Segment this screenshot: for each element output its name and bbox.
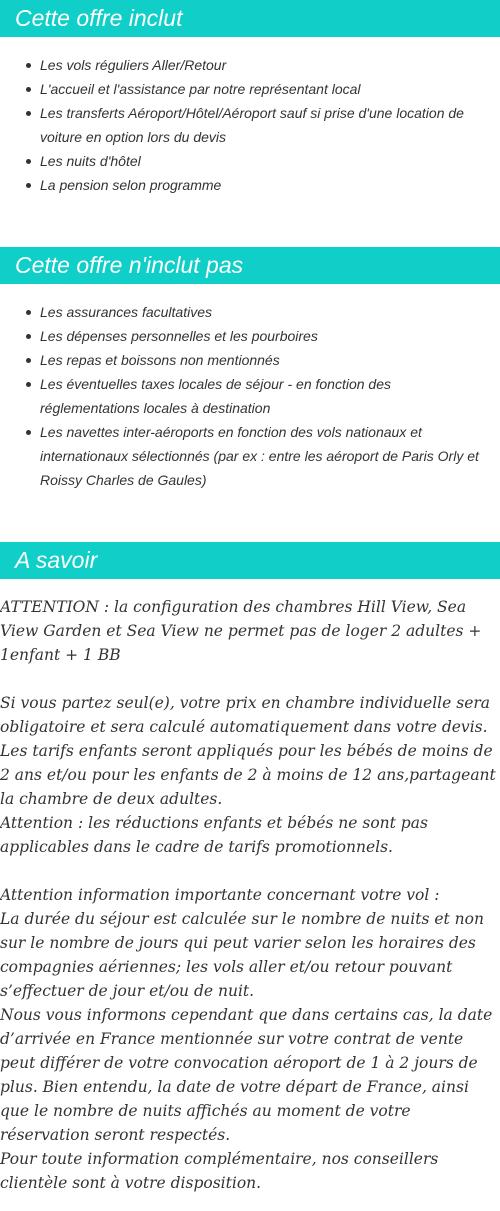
list-item: La pension selon programme xyxy=(40,173,500,197)
contact-note: Pour toute information complémentaire, nos conseillers clientèle sont à votre disposition. xyxy=(0,1150,439,1192)
a-savoir-title: A savoir xyxy=(0,542,500,579)
promo-rates-note: Attention : les réductions enfants et bébés ne sont pas applicables dans le cadre de tarifs promotionnels. xyxy=(0,814,428,856)
includes-title: Cette offre inclut xyxy=(0,0,500,37)
list-item: Les repas et boissons non mentionnés xyxy=(40,348,500,372)
list-item: Les nuits d'hôtel xyxy=(40,149,500,173)
excludes-section xyxy=(0,247,500,492)
flight-info-heading: Attention information importante concernant votre vol : xyxy=(0,886,440,904)
arrival-date-note: Nous vous informons cependant que dans certains cas, la date d’arrivée en France mentionnée sur votre contrat de vente peut différer de votre convocation aéroport de 1 à 2 jours de plus. Bien entendu, la date de votre départ de France, ainsi que le nombre de nuits affichés au moment de votre réservation seront respectés. xyxy=(0,1006,493,1144)
list-item: Les vols réguliers Aller/Retour xyxy=(40,53,500,77)
excludes-title: Cette offre n'inclut pas xyxy=(0,247,500,284)
list-item: Les assurances facultatives xyxy=(40,300,500,324)
child-rates-note: Les tarifs enfants seront appliqués pour les bébés de moins de 2 ans et/ou pour les enfants de 2 à moins de 12 ans,partageant la chambre de deux adultes. xyxy=(0,742,496,808)
list-item: Les éventuelles taxes locales de séjour - en fonction des réglementations locales à destination xyxy=(40,372,500,420)
excludes-list xyxy=(0,300,500,492)
stay-duration-note: La durée du séjour est calculée sur le nombre de nuits et non sur le nombre de jours qui peut varier selon les horaires des compagnies aériennes; les vols aller et/ou retour pouvant s’effectuer de jour et/ou de nuit. xyxy=(0,910,484,1000)
includes-section xyxy=(0,0,500,197)
single-traveler-note: Si vous partez seul(e), votre prix en chambre individuelle sera obligatoire et sera calculé automatiquement dans votre devis. xyxy=(0,694,491,736)
includes-list xyxy=(0,53,500,197)
room-config-warning: ATTENTION : la configuration des chambres Hill View, Sea View Garden et Sea View ne permet pas de loger 2 adultes + 1enfant + 1 BB xyxy=(0,598,482,664)
list-item: Les dépenses personnelles et les pourboires xyxy=(40,324,500,348)
list-item: Les transferts Aéroport/Hôtel/Aéroport sauf si prise d'une location de voiture en option lors du devis xyxy=(40,101,500,149)
list-item: L'accueil et l'assistance par notre représentant local xyxy=(40,77,500,101)
a-savoir-body xyxy=(0,595,500,1195)
list-item: Les navettes inter-aéroports en fonction des vols nationaux et internationaux sélectionnés (par ex : entre les aéroport de Paris Orly et Roissy Charles de Gaules) xyxy=(40,420,500,492)
a-savoir-section xyxy=(0,542,500,1195)
